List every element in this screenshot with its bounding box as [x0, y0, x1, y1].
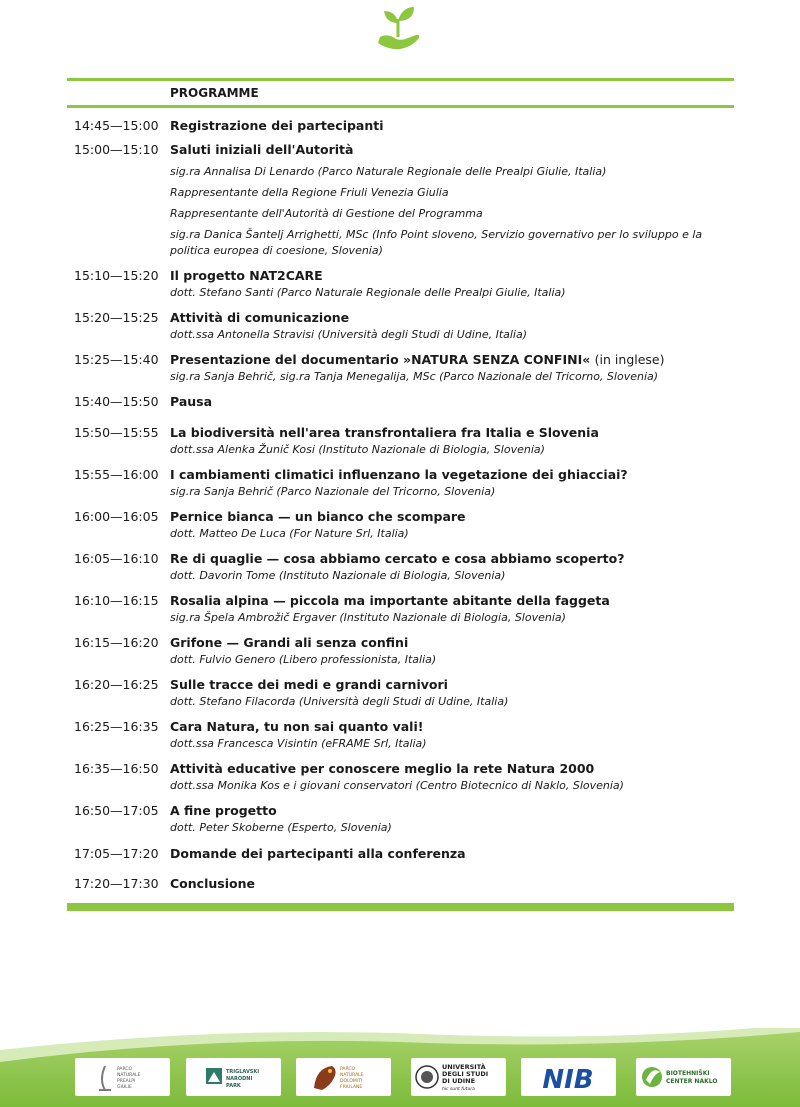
row-time: 15:00—15:10 — [74, 142, 159, 157]
row-title: A fine progetto — [170, 803, 277, 818]
heading-divider — [67, 105, 734, 108]
row-time: 16:05—16:10 — [74, 551, 159, 566]
udine-logo-line: hic sunt futura — [442, 1087, 475, 1092]
nib-logo-text: NIB — [542, 1065, 594, 1095]
row-title: Sulle tracce dei medi e grandi carnivori — [170, 677, 448, 692]
naklo-logo-icon — [636, 1058, 731, 1096]
row-time: 16:25—16:35 — [74, 719, 159, 734]
udine-logo-line: UNIVERSITÀ — [442, 1063, 486, 1071]
row-speaker: dott. Fulvio Genero (Libero professionista, Italia) — [170, 653, 437, 666]
naklo-logo-line: CENTER NAKLO — [666, 1078, 718, 1085]
row-speaker: dott. Peter Skoberne (Esperto, Slovenia) — [170, 821, 392, 834]
logo-dolomiti-friulane — [296, 1058, 391, 1096]
dolomiti-logo-line: FRIULANE — [340, 1085, 363, 1090]
row-speaker: sig.ra Sanja Behrič, sig.ra Tanja Menegalija, MSc (Parco Nazionale del Tricorno, Slovenia) — [170, 370, 659, 383]
top-divider — [67, 78, 734, 81]
programme-heading: PROGRAMME — [170, 86, 259, 100]
row-speaker: dott.ssa Francesca Visintin (eFRAME Srl, Italia) — [170, 737, 427, 750]
bottom-divider — [67, 903, 734, 911]
row-speaker: sig.ra Špela Ambrožič Ergaver (Instituto Nazionale di Biologia, Slovenia) — [170, 611, 566, 624]
row-title: Re di quaglie — cosa abbiamo cercato e cosa abbiamo scoperto? — [170, 551, 625, 566]
row-time: 15:10—15:20 — [74, 268, 159, 283]
row-speaker: dott. Stefano Filacorda (Università degli Studi di Udine, Italia) — [170, 695, 509, 708]
row-title: Il progetto NAT2CARE — [170, 268, 323, 283]
row-time: 17:05—17:20 — [74, 846, 159, 861]
prealpi-logo-line: PREALPI — [117, 1079, 136, 1084]
triglav-logo-line: NARODNI — [226, 1076, 253, 1082]
logo-biotehniski-center-naklo — [636, 1058, 731, 1096]
row-time: 17:20—17:30 — [74, 876, 159, 891]
row-speaker: dott. Davorin Tome (Instituto Nazionale di Biologia, Slovenia) — [170, 569, 506, 582]
prealpi-giulie-logo-icon — [75, 1058, 170, 1096]
row-time: 15:25—15:40 — [74, 352, 159, 367]
sprout-hand-logo-icon — [372, 3, 424, 53]
row-title — [170, 352, 665, 367]
row-time: 15:50—15:55 — [74, 425, 159, 440]
prealpi-logo-line: NATURALE — [117, 1073, 141, 1078]
row-time: 16:00—16:05 — [74, 509, 159, 524]
row-time: 16:15—16:20 — [74, 635, 159, 650]
dolomiti-logo-line: DOLOMITI — [340, 1079, 363, 1084]
universita-udine-logo-icon — [411, 1058, 506, 1096]
logo-triglav-park — [186, 1058, 281, 1096]
row-speaker: dott. Matteo De Luca (For Nature Srl, Italia) — [170, 527, 409, 540]
row-title: Cara Natura, tu non sai quanto vali! — [170, 719, 424, 734]
row-title: La biodiversità nell'area transfrontaliera fra Italia e Slovenia — [170, 425, 599, 440]
triglav-park-logo-icon — [186, 1058, 281, 1096]
row-time: 16:50—17:05 — [74, 803, 159, 818]
row-title: I cambiamenti climatici influenzano la vegetazione dei ghiacciai? — [170, 467, 628, 482]
row-speaker: sig.ra Danica Šantelj Arrighetti, MSc (Info Point sloveno, Servizio governativo per lo sviluppo e la politica europea di coesione, Slovenia) — [170, 228, 703, 257]
row-time: 16:20—16:25 — [74, 677, 159, 692]
row-time: 16:35—16:50 — [74, 761, 159, 776]
row-title: Saluti iniziali dell'Autorità — [170, 142, 354, 157]
row-title: Attività educative per conoscere meglio la rete Natura 2000 — [170, 761, 595, 776]
row-speaker: Rappresentante della Regione Friuli Venezia Giulia — [170, 186, 449, 199]
logo-prealpi-giulie — [75, 1058, 170, 1096]
row-title: Grifone — Grandi ali senza confini — [170, 635, 409, 650]
row-time: 15:20—15:25 — [74, 310, 159, 325]
prealpi-logo-line: GIULIE — [117, 1085, 132, 1090]
row-title-text: Presentazione del documentario »NATURA SENZA CONFINI« — [170, 352, 591, 367]
row-speaker: sig.ra Annalisa Di Lenardo (Parco Naturale Regionale delle Prealpi Giulie, Italia) — [170, 165, 607, 178]
row-title: Rosalia alpina — piccola ma importante abitante della faggeta — [170, 593, 610, 608]
dolomiti-logo-line: PARCO — [340, 1067, 356, 1072]
triglav-logo-line: PARK — [226, 1083, 241, 1089]
dolomiti-logo-line: NATURALE — [340, 1073, 364, 1078]
row-title: Conclusione — [170, 876, 255, 891]
row-speaker: dott.ssa Antonella Stravisi (Università degli Studi di Udine, Italia) — [170, 328, 528, 341]
logo-universita-udine — [411, 1058, 506, 1096]
row-speaker: sig.ra Sanja Behrič (Parco Nazionale del Tricorno, Slovenia) — [170, 485, 496, 498]
prealpi-logo-line: PARCO — [117, 1067, 133, 1072]
udine-logo-line: DI UDINE — [442, 1077, 476, 1085]
row-speaker: dott. Stefano Santi (Parco Naturale Regionale delle Prealpi Giulie, Italia) — [170, 286, 566, 299]
naklo-logo-line: BIOTEHNIŠKI — [666, 1070, 710, 1077]
row-title: Pausa — [170, 394, 213, 409]
row-time: 15:40—15:50 — [74, 394, 159, 409]
row-speaker: Rappresentante dell'Autorità di Gestione del Programma — [170, 207, 483, 220]
row-speaker: dott.ssa Alenka Žunič Kosi (Instituto Nazionale di Biologia, Slovenia) — [170, 443, 545, 456]
nib-logo-icon — [521, 1058, 616, 1096]
dolomiti-friulane-logo-icon — [296, 1058, 391, 1096]
row-title: Attività di comunicazione — [170, 310, 350, 325]
row-time: 14:45—15:00 — [74, 118, 159, 133]
row-title: Domande dei partecipanti alla conferenza — [170, 846, 466, 861]
row-time: 15:55—16:00 — [74, 467, 159, 482]
row-title-language-note: (in inglese) — [594, 352, 665, 367]
logo-nib — [521, 1058, 616, 1096]
row-title: Pernice bianca — un bianco che scompare — [170, 509, 466, 524]
triglav-logo-line: TRIGLAVSKI — [226, 1069, 260, 1075]
row-speaker: dott.ssa Monika Kos e i giovani conservatori (Centro Biotecnico di Naklo, Slovenia) — [170, 779, 624, 792]
udine-logo-line: DEGLI STUDI — [442, 1070, 489, 1078]
row-time: 16:10—16:15 — [74, 593, 159, 608]
row-title: Registrazione dei partecipanti — [170, 118, 384, 133]
